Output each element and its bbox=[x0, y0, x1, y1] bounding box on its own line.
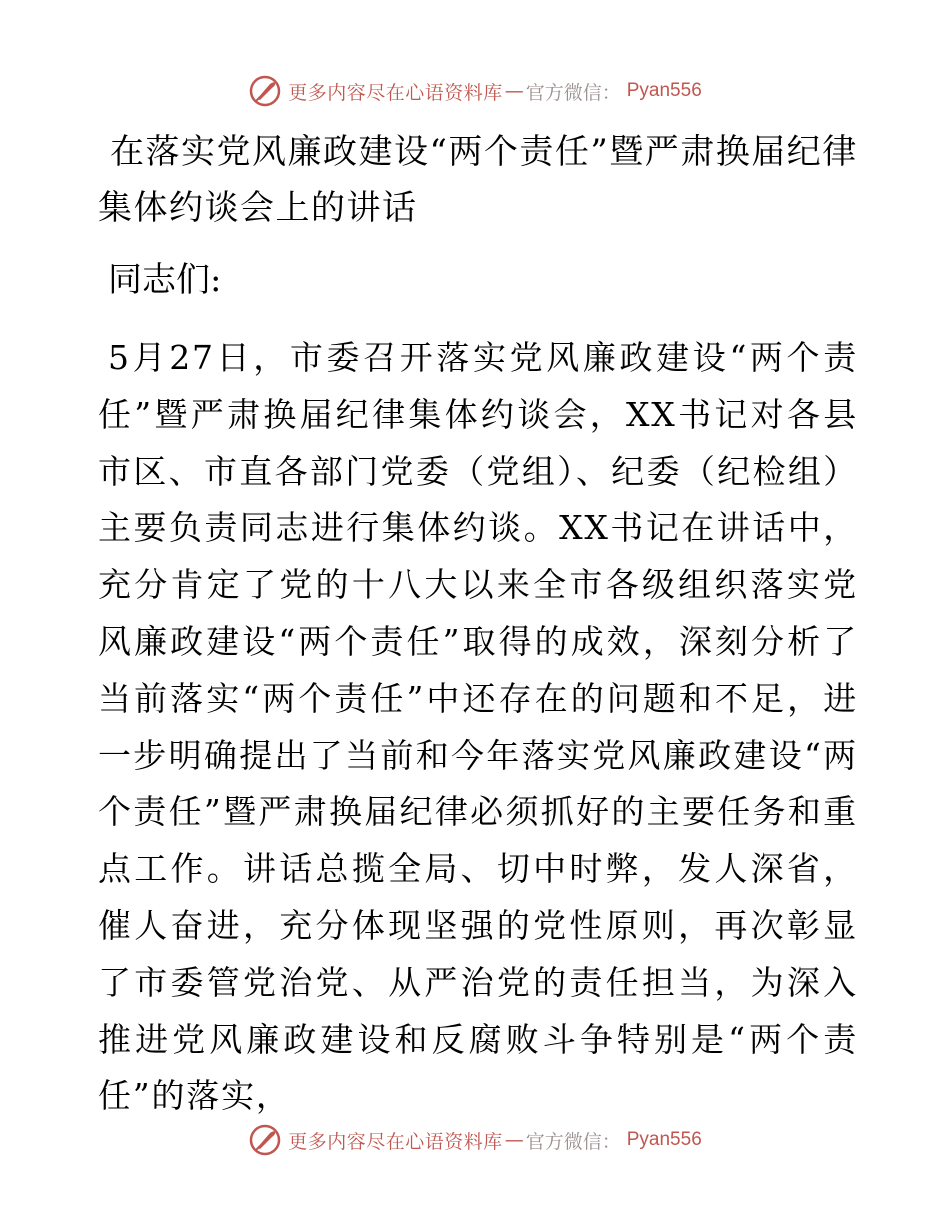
banner-wechat-id: Pyan556 bbox=[626, 80, 702, 101]
document-title: 在落实党风廉政建设“两个责任”暨严肃换届纪律集体约谈会上的讲话 bbox=[98, 132, 858, 228]
salutation: 同志们: bbox=[108, 260, 222, 300]
banner-wechat-label: 官方微信： bbox=[525, 81, 621, 104]
footer-banner bbox=[0, 1120, 950, 1160]
quill-pen-circle-logo-icon bbox=[248, 1123, 282, 1157]
quill-pen-circle-logo-icon bbox=[248, 74, 282, 108]
header-banner bbox=[0, 71, 950, 111]
banner-separator: — bbox=[504, 80, 524, 102]
body-paragraph: 5月27日，市委召开落实党风廉政建设“两个责任”暨严肃换届纪律集体约谈会，XX书记对各县市区、市直各部门党委（党组）、纪委（纪检组）主要负责同志进行集体约谈。XX书记在讲话中，充分肯定了党的十八大以来全市各级组织落实党风廉政建设“两个责任”取得的成效，深刻分析了当前落实“两个责任”中还存在的问题和不足，进一步明确提出了当前和今年落实党风廉政建设“两个责任”暨严肃换届纪律必须抓好的主要任务和重点工作。讲话总揽全局、切中时弊，发人深省，催人奋进，充分体现坚强的党性原则，再次彰显了市委管党治党、从严治党的责任担当，为深入推进党风廉政建设和反腐败斗争特别是“两个责任”的落实， bbox=[98, 338, 858, 1116]
banner-slogan: 更多内容尽在心语资料库 bbox=[288, 81, 503, 104]
banner-wechat-id: Pyan556 bbox=[626, 1129, 702, 1150]
banner-separator: — bbox=[504, 1129, 524, 1151]
banner-wechat-label: 官方微信： bbox=[525, 1130, 621, 1153]
banner-slogan: 更多内容尽在心语资料库 bbox=[288, 1130, 503, 1153]
